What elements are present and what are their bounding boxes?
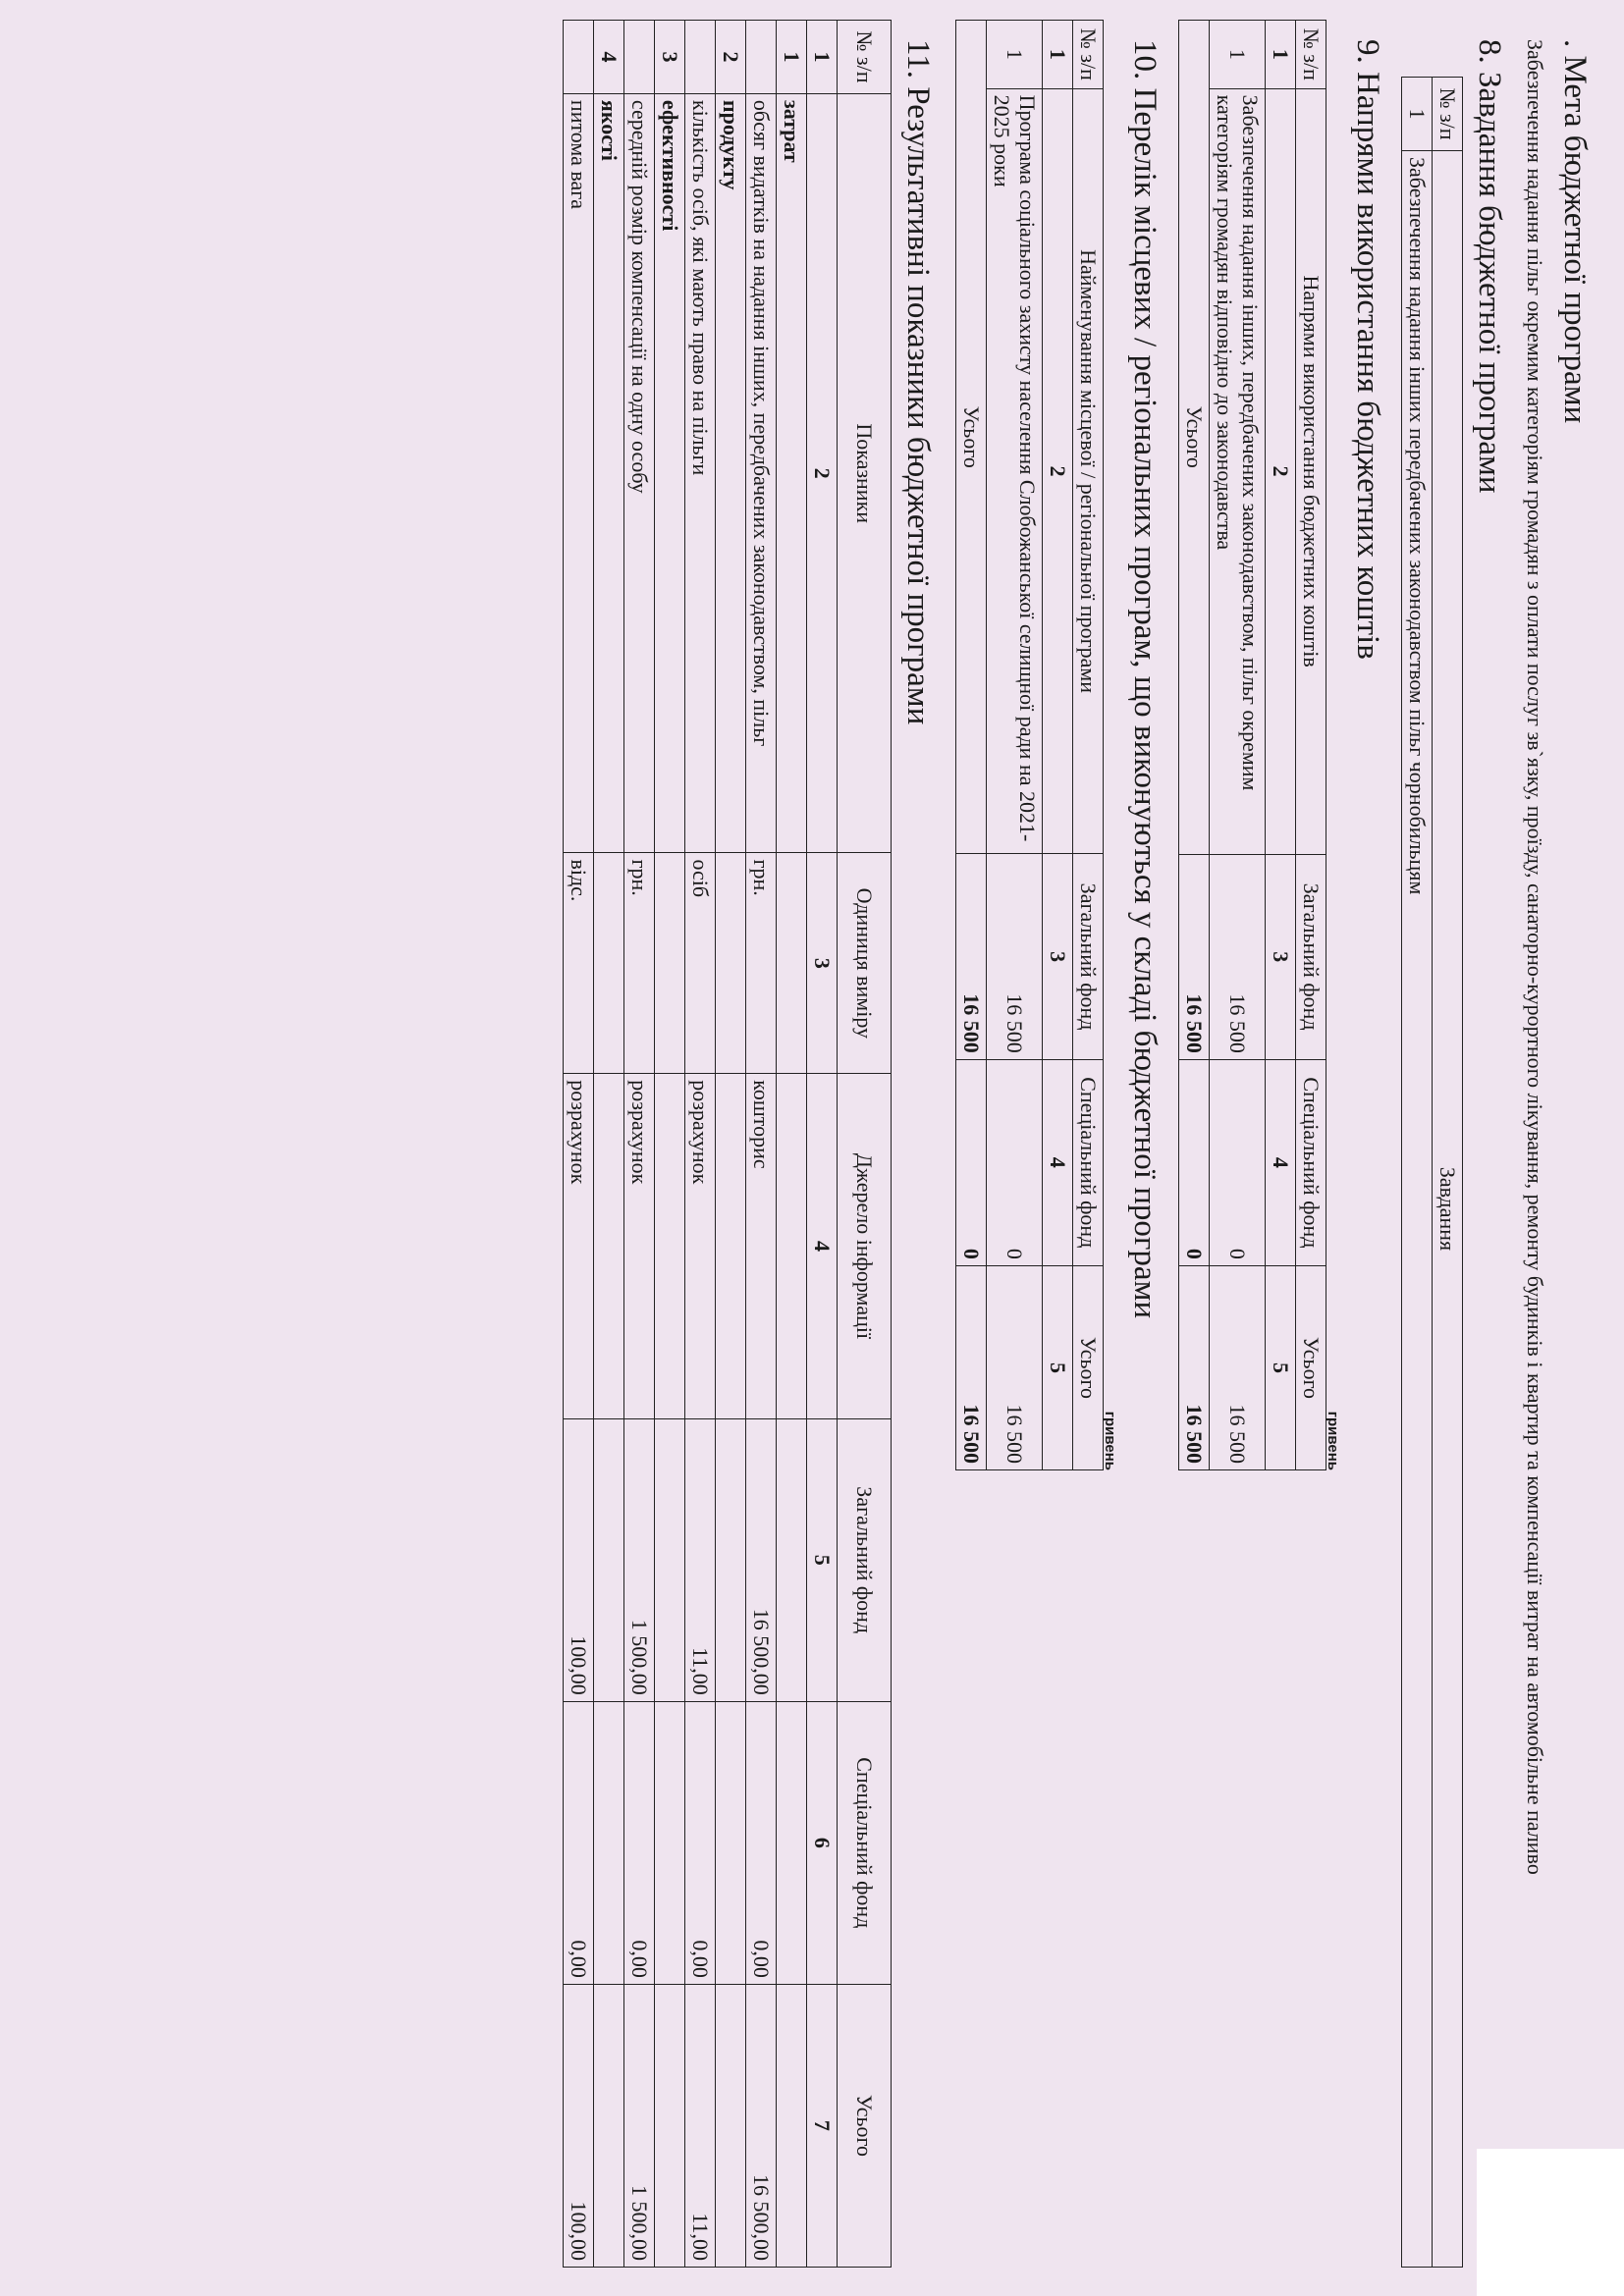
- directions-total-general: 16 500: [1179, 854, 1210, 1059]
- directions-row-total: 16 500: [1210, 1265, 1266, 1469]
- indicators-header-unit: Одиниця виміру: [838, 853, 892, 1074]
- indicator-general: 100,00: [564, 1418, 594, 1701]
- indicator-source: розрахунок: [685, 1074, 716, 1418]
- programs-header-total: Усього: [1073, 1265, 1104, 1469]
- programs-row-name: Програма соціального захисту населення Слобожанської селищної ради на 2021-2025 роки: [987, 88, 1043, 854]
- directions-header-general: Загальний фонд: [1296, 854, 1326, 1059]
- programs-total-general: 16 500: [956, 854, 987, 1059]
- colnum: 1: [807, 21, 838, 94]
- section11-title: 11. Результативні показники бюджетної програми: [900, 39, 937, 725]
- tasks-table: [1402, 77, 1464, 2268]
- directions-row-num: 1: [1210, 21, 1266, 89]
- tasks-header-row: [1433, 78, 1463, 2268]
- indicator-source: розрахунок: [624, 1074, 655, 1418]
- group-label: продукту: [716, 93, 746, 853]
- colnum: 2: [1266, 88, 1296, 854]
- directions-total-special: 0: [1179, 1059, 1210, 1265]
- directions-colnum-row: [1266, 21, 1296, 1470]
- colnum: 3: [807, 853, 838, 1074]
- tasks-row-task: Забезпечення надання інших передбачених законодавством пільг чорнобильцям: [1402, 151, 1433, 2268]
- section7-text: Забезпечення надання пільг окремим категоріям громадян з оплати послуг зв`язку, проїзду, санаторно-курортного лікування, ремонту будинків і квартир та компенсації витрат на автомобільне паливо: [1523, 39, 1547, 1875]
- programs-row-total: 16 500: [987, 1265, 1043, 1469]
- programs-colnum-row: [1043, 21, 1073, 1470]
- indicator-total: 1 500,00: [624, 1984, 655, 2267]
- indicator-special: 0,00: [685, 1701, 716, 1984]
- colnum: 4: [1266, 1059, 1296, 1265]
- indicator-special: 0,00: [746, 1701, 777, 1984]
- group-label: ефективності: [655, 93, 685, 853]
- directions-header-row: [1296, 21, 1326, 1470]
- colnum: 4: [807, 1074, 838, 1418]
- indicators-header-special: Спеціальний фонд: [838, 1701, 892, 1984]
- colnum: 3: [1043, 854, 1073, 1059]
- indicator-source: кошторис: [746, 1074, 777, 1418]
- directions-total-label: Усього: [1179, 21, 1210, 855]
- group-num: 1: [777, 21, 807, 94]
- directions-header-num: № з/п: [1296, 21, 1326, 89]
- directions-row-special: 0: [1210, 1059, 1266, 1265]
- indicators-header-indicator: Показники: [838, 93, 892, 853]
- indicator-unit: грн.: [746, 853, 777, 1074]
- indicator-name: середній розмір компенсації на одну особу: [624, 93, 655, 853]
- table-row: [987, 21, 1043, 1470]
- programs-row-general: 16 500: [987, 854, 1043, 1059]
- colnum: 7: [807, 1984, 838, 2267]
- indicator-group-row: [777, 21, 807, 2268]
- group-num: 2: [716, 21, 746, 94]
- colnum: 1: [1043, 21, 1073, 89]
- colnum: 5: [807, 1418, 838, 1701]
- indicator-total: 16 500,00: [746, 1984, 777, 2267]
- directions-row-general: 16 500: [1210, 854, 1266, 1059]
- programs-total-label: Усього: [956, 21, 987, 854]
- section9-title: 9. Напрями використання бюджетних коштів: [1350, 39, 1386, 660]
- group-num: 4: [594, 21, 624, 94]
- directions-total-row: [1179, 21, 1210, 1470]
- tasks-header-num: № з/п: [1433, 78, 1463, 151]
- group-label: якості: [594, 93, 624, 853]
- directions-header-special: Спеціальний фонд: [1296, 1059, 1326, 1265]
- indicator-name: обсяг видатків на надання інших, передбачених законодавством, пільг: [746, 93, 777, 853]
- programs-header-num: № з/п: [1073, 21, 1104, 89]
- colnum: 5: [1043, 1265, 1073, 1469]
- programs-table: [956, 20, 1105, 1470]
- indicator-special: 0,00: [624, 1701, 655, 1984]
- colnum: 1: [1266, 21, 1296, 89]
- section9-units: гривень: [1325, 1411, 1342, 1470]
- colnum: 5: [1266, 1265, 1296, 1469]
- programs-header-general: Загальний фонд: [1073, 854, 1104, 1059]
- indicators-header-general: Загальний фонд: [838, 1418, 892, 1701]
- tasks-row-num: 1: [1402, 78, 1433, 151]
- indicators-table: [564, 20, 893, 2268]
- indicators-colnum-row: [807, 21, 838, 2268]
- programs-header-name: Найменування місцевої / регіональної програми: [1073, 88, 1104, 854]
- tasks-header-task: Завдання: [1433, 151, 1463, 2268]
- indicator-unit: грн.: [624, 853, 655, 1074]
- programs-header-special: Спеціальний фонд: [1073, 1059, 1104, 1265]
- indicator-total: 100,00: [564, 1984, 594, 2267]
- colnum: 2: [1043, 88, 1073, 854]
- indicator-unit: відс.: [564, 853, 594, 1074]
- colnum: 4: [1043, 1059, 1073, 1265]
- programs-total-total: 16 500: [956, 1265, 987, 1469]
- group-label: затрат: [777, 93, 807, 853]
- indicators-header-num: № з/п: [838, 21, 892, 94]
- directions-row-direction: Забезпечення надання інших, передбачених законодавством, пільг окремим категоріям громадян відповідно до законодавства: [1210, 88, 1266, 854]
- colnum: 3: [1266, 854, 1296, 1059]
- indicator-group-row: [716, 21, 746, 2268]
- indicator-special: 0,00: [564, 1701, 594, 1984]
- indicator-group-row: [594, 21, 624, 2268]
- indicators-header-source: Джерело інформації: [838, 1074, 892, 1418]
- table-row: [1402, 78, 1433, 2268]
- section8-title: 8. Завдання бюджетної програми: [1472, 39, 1508, 494]
- indicator-general: 1 500,00: [624, 1418, 655, 1701]
- indicator-name: питома вага: [564, 93, 594, 853]
- table-row: [1210, 21, 1266, 1470]
- indicator-unit: осіб: [685, 853, 716, 1074]
- table-row: [564, 21, 594, 2268]
- indicators-header-row: [838, 21, 892, 2268]
- group-num: 3: [655, 21, 685, 94]
- indicator-total: 11,00: [685, 1984, 716, 2267]
- colnum: 6: [807, 1701, 838, 1984]
- indicator-name: кількість осіб, які мають право на пільги: [685, 93, 716, 853]
- table-row: [685, 21, 716, 2268]
- indicators-header-total: Усього: [838, 1984, 892, 2267]
- section7-title: . Мета бюджетної програми: [1557, 39, 1593, 424]
- indicator-source: розрахунок: [564, 1074, 594, 1418]
- programs-row-num: 1: [987, 21, 1043, 89]
- table-row: [624, 21, 655, 2268]
- section10-title: 10. Перелік місцевих / регіональних програм, що виконуються у складі бюджетної програми: [1127, 39, 1164, 1319]
- programs-total-special: 0: [956, 1059, 987, 1265]
- programs-total-row: [956, 21, 987, 1470]
- indicator-general: 11,00: [685, 1418, 716, 1701]
- programs-row-special: 0: [987, 1059, 1043, 1265]
- programs-header-row: [1073, 21, 1104, 1470]
- indicator-group-row: [655, 21, 685, 2268]
- directions-total-total: 16 500: [1179, 1265, 1210, 1469]
- directions-header-total: Усього: [1296, 1265, 1326, 1469]
- table-row: [746, 21, 777, 2268]
- colnum: 2: [807, 93, 838, 853]
- page-content: [564, 20, 1607, 2268]
- section10-units: гривень: [1102, 1411, 1119, 1470]
- directions-table: [1179, 20, 1327, 1470]
- indicator-general: 16 500,00: [746, 1418, 777, 1701]
- directions-header-direction: Напрями використання бюджетних коштів: [1296, 88, 1326, 854]
